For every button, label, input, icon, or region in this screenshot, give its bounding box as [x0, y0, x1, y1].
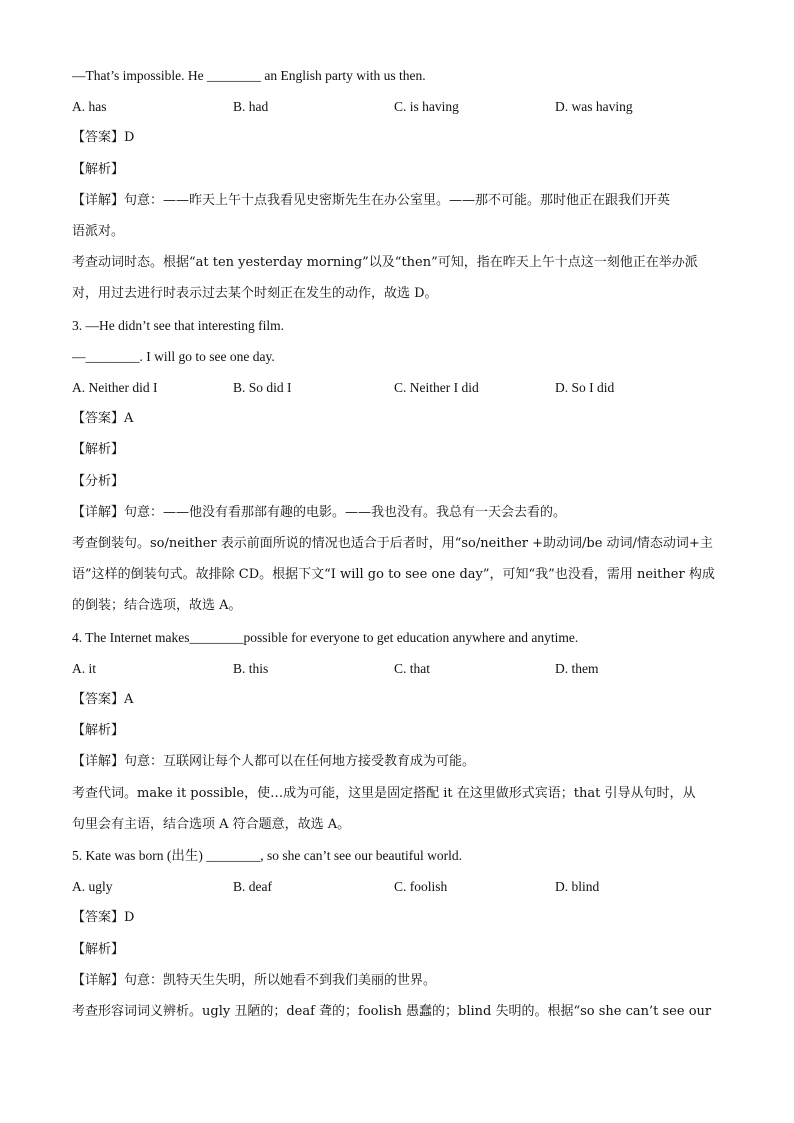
answer-options [72, 877, 732, 897]
answer-options [72, 378, 732, 398]
text-line: 【详解】句意：互联网让每个人都可以在任何地方接受教育成为可能。 [72, 754, 476, 770]
text-line: 【答案】D [72, 130, 135, 146]
text-line: 【解析】 [72, 442, 125, 458]
option-c: C. that [394, 660, 430, 676]
text-line: 3. —He didn’t see that interesting film. [72, 317, 284, 333]
text-line: 句里会有主语，结合选项 A 符合题意，故选 A。 [72, 816, 351, 832]
option-c: C. foolish [394, 879, 448, 895]
text-line: 考查代词。make it possible，使…成为可能，这里是固定搭配 it 在这里做形式宾语；that 引导从句时，从 [72, 785, 696, 801]
text-line: 考查倒装句。so/neither 表示前面所说的情况也适合于后者时，用“so/neither +助动词/be 动词/情态动词+主 [72, 536, 713, 551]
option-d: D. them [555, 660, 599, 676]
option-c: C. Neither I did [394, 380, 479, 395]
text-line: 【详解】句意：——昨天上午十点我看见史密斯先生在办公室里。——那不可能。那时他正在跟我们开英 [72, 192, 671, 208]
text-line: 对，用过去进行时表示过去某个时刻正在发生的动作，故选 D。 [72, 286, 438, 302]
option-b: B. So did I [233, 380, 292, 395]
text-line: 考查动词时态。根据“at ten yesterday morning”以及“then”可知，指在昨天上午十点这一刻他正在举办派 [72, 255, 698, 271]
text-line: 的倒装；结合选项，故选 A。 [72, 598, 242, 614]
option-c: C. is having [394, 99, 459, 115]
text-line: 5. Kate was born (出生) ________, so she can’t see our beautiful world. [72, 848, 463, 863]
answer-options [72, 659, 732, 679]
text-line: —________. I will go to see one day. [72, 348, 275, 364]
text-line: 【答案】A [72, 692, 134, 707]
text-line: 【分析】 [72, 473, 125, 489]
text-line: 4. The Internet makes________possible for everyone to get education anywhere and anytime. [72, 629, 579, 645]
option-b: B. this [233, 660, 269, 676]
text-line: 【答案】D [72, 910, 135, 926]
text-line: 【解析】 [72, 941, 125, 957]
text-line: 语派对。 [72, 224, 125, 239]
text-line: —That’s impossible. He ________ an English party with us then. [72, 68, 426, 83]
option-a: A. Neither did I [72, 380, 158, 395]
option-a: A. has [72, 99, 107, 115]
option-b: B. had [233, 99, 269, 115]
text-line: 【解析】 [72, 161, 125, 177]
answer-options [72, 97, 732, 117]
text-line: 【解析】 [72, 723, 125, 739]
text-line: 【答案】A [72, 411, 134, 427]
text-line: 【详解】句意：凯特天生失明，所以她看不到我们美丽的世界。 [72, 972, 437, 988]
text-line: 语”这样的倒装句式。故排除 CD。根据下文“I will go to see one day”，可知“我”也没看，需用 neither 构成 [72, 567, 715, 583]
text-line: 【详解】句意：——他没有看那部有趣的电影。——我也没有。我总有一天会去看的。 [72, 504, 567, 520]
option-a: A. it [72, 660, 97, 676]
option-a: A. ugly [72, 879, 113, 895]
option-b: B. deaf [233, 879, 272, 895]
option-d: D. So I did [555, 380, 615, 395]
option-d: D. was having [555, 99, 633, 115]
text-line: 考查形容词词义辨析。ugly 丑陋的；deaf 聋的；foolish 愚蠢的；blind 失明的。根据“so she can’t see our [72, 1004, 712, 1019]
option-d: D. blind [555, 879, 600, 895]
